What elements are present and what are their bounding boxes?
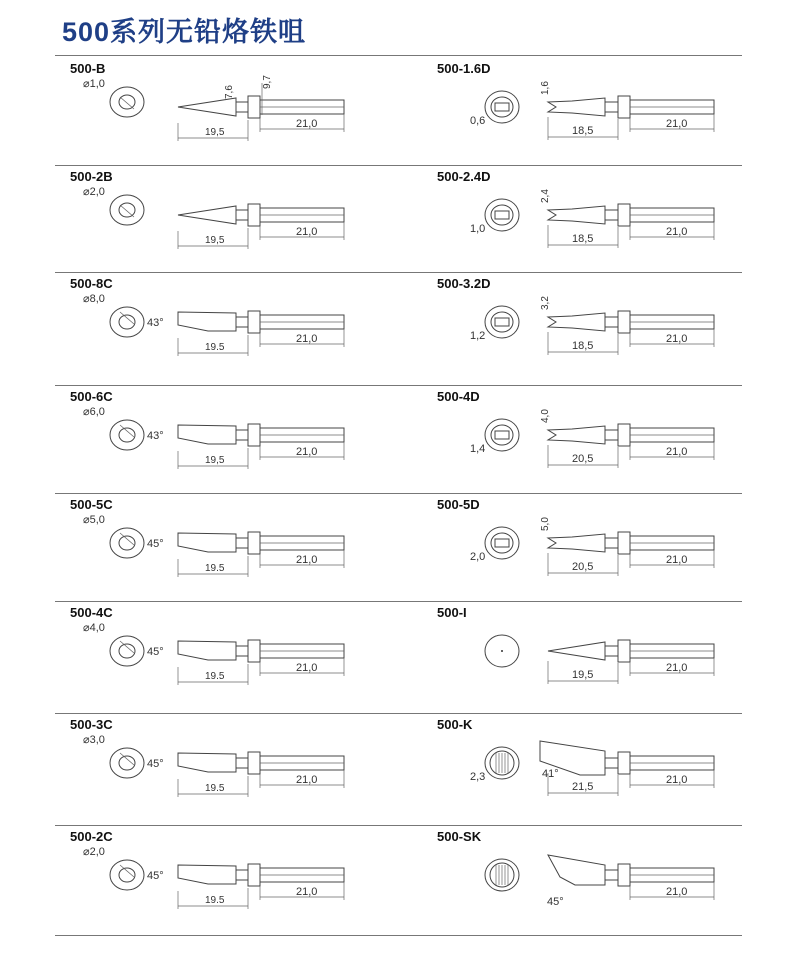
diameter-label: ⌀4,0 xyxy=(83,622,105,634)
end-view-inner xyxy=(491,312,513,332)
end-view-circle xyxy=(485,199,519,231)
end-view-slot xyxy=(495,103,509,111)
width-label: 1,0 xyxy=(470,223,486,235)
diameter-label: ⌀1,0 xyxy=(83,78,105,90)
tip-step xyxy=(605,870,618,880)
width-label: 2,3 xyxy=(470,771,486,783)
tip-collar xyxy=(618,532,630,554)
tip-chisel xyxy=(548,98,605,116)
tip-model-name: 500-3.2D xyxy=(437,276,491,291)
tip-step xyxy=(605,538,618,548)
tip-model-name: 500-3C xyxy=(70,717,113,732)
end-view-slot xyxy=(495,318,509,326)
tip-drawing xyxy=(0,272,790,382)
tip-collar xyxy=(618,424,630,446)
tip-model-name: 500-B xyxy=(70,61,106,76)
shank-length-label: 21,0 xyxy=(666,226,688,238)
end-view-slot xyxy=(495,211,509,219)
length-label: 19,5 xyxy=(572,669,594,681)
shank-length-label: 21,0 xyxy=(666,774,688,786)
length-label: 19.5 xyxy=(205,895,225,906)
tip-chisel xyxy=(548,534,605,552)
length-label: 18,5 xyxy=(572,125,594,137)
height-label: 1,6 xyxy=(540,81,551,95)
length-label: 19.5 xyxy=(205,783,225,794)
end-view-point xyxy=(501,650,503,652)
tip-step xyxy=(605,102,618,112)
tip-step xyxy=(605,317,618,327)
end-view-slot xyxy=(495,539,509,547)
tip-model-name: 500-2B xyxy=(70,169,113,184)
tip-chisel xyxy=(548,426,605,444)
tip-model-name: 500-I xyxy=(437,605,467,620)
shank-length-label: 21,0 xyxy=(666,446,688,458)
tip-model-name: 500-2.4D xyxy=(437,169,491,184)
shank-length-label: 21,0 xyxy=(666,554,688,566)
end-view-inner xyxy=(491,425,513,445)
shank-length-label: 21,0 xyxy=(296,446,318,458)
angle-label: 45° xyxy=(547,896,564,908)
shank-length-label: 21,0 xyxy=(296,118,318,130)
tip-step xyxy=(605,430,618,440)
tip-model-name: 500-4C xyxy=(70,605,113,620)
angle-label: 43° xyxy=(147,430,164,442)
page-title: 500系列无铅烙铁咀 xyxy=(62,17,307,47)
height-label: 9,7 xyxy=(262,75,273,89)
tip-needle xyxy=(548,642,605,660)
tip-step xyxy=(605,210,618,220)
end-view-circle xyxy=(485,527,519,559)
tip-drawing xyxy=(0,385,790,495)
diameter-label: ⌀6,0 xyxy=(83,406,105,418)
angle-label: 45° xyxy=(147,646,164,658)
height-label: 7,6 xyxy=(224,85,235,99)
end-view-inner xyxy=(491,533,513,553)
end-view-inner xyxy=(491,97,513,117)
angle-label: 45° xyxy=(147,870,164,882)
tip-bent-knife xyxy=(548,855,605,885)
angle-label: 41° xyxy=(542,768,559,780)
tip-step xyxy=(605,758,618,768)
tip-model-name: 500-5C xyxy=(70,497,113,512)
tip-drawing xyxy=(0,165,790,275)
tip-collar xyxy=(618,752,630,774)
shank-length-label: 21,0 xyxy=(296,333,318,345)
tip-model-name: 500-K xyxy=(437,717,473,732)
width-label: 1,4 xyxy=(470,443,486,455)
tip-model-name: 500-SK xyxy=(437,829,482,844)
tip-collar xyxy=(618,96,630,118)
end-view-inner xyxy=(491,205,513,225)
end-view-circle xyxy=(485,419,519,451)
tip-model-name: 500-1.6D xyxy=(437,61,491,76)
shank-length-label: 21,0 xyxy=(296,554,318,566)
tip-model-name: 500-8C xyxy=(70,276,113,291)
tip-drawing xyxy=(0,57,790,167)
shank-length-label: 21,0 xyxy=(666,886,688,898)
angle-label: 45° xyxy=(147,758,164,770)
angle-label: 43° xyxy=(147,317,164,329)
tip-model-name: 500-2C xyxy=(70,829,113,844)
length-label: 19.5 xyxy=(205,671,225,682)
diameter-label: ⌀5,0 xyxy=(83,514,105,526)
length-label: 19.5 xyxy=(205,563,225,574)
diameter-label: ⌀2,0 xyxy=(83,846,105,858)
height-label: 4,0 xyxy=(540,409,551,423)
length-label: 19,5 xyxy=(205,127,225,138)
row-divider xyxy=(55,935,742,936)
length-label: 19,5 xyxy=(205,235,225,246)
tip-drawing xyxy=(0,713,790,823)
width-label: 0,6 xyxy=(470,115,486,127)
tip-collar xyxy=(618,311,630,333)
shank-length-label: 21,0 xyxy=(296,886,318,898)
length-label: 19.5 xyxy=(205,342,225,353)
tip-drawing xyxy=(0,601,790,711)
length-label: 21,5 xyxy=(572,781,594,793)
end-view-slot xyxy=(495,431,509,439)
tip-chisel xyxy=(548,206,605,224)
length-label: 20,5 xyxy=(572,561,594,573)
height-label: 5,0 xyxy=(540,517,551,531)
height-label: 3,2 xyxy=(540,296,551,310)
tip-model-name: 500-6C xyxy=(70,389,113,404)
diameter-label: ⌀3,0 xyxy=(83,734,105,746)
height-label: 2,4 xyxy=(540,189,551,203)
shank-length-label: 21,0 xyxy=(296,226,318,238)
shank-length-label: 21,0 xyxy=(666,662,688,674)
length-label: 18,5 xyxy=(572,340,594,352)
tip-drawing xyxy=(0,493,790,603)
length-label: 20,5 xyxy=(572,453,594,465)
tip-collar xyxy=(618,864,630,886)
end-view-circle xyxy=(485,306,519,338)
tip-collar xyxy=(618,640,630,662)
tip-collar xyxy=(618,204,630,226)
end-view-circle xyxy=(485,91,519,123)
width-label: 2,0 xyxy=(470,551,486,563)
angle-label: 45° xyxy=(147,538,164,550)
length-label: 18,5 xyxy=(572,233,594,245)
tip-model-name: 500-5D xyxy=(437,497,480,512)
shank-length-label: 21,0 xyxy=(666,118,688,130)
tip-drawing xyxy=(0,825,790,935)
shank-length-label: 21,0 xyxy=(666,333,688,345)
shank-length-label: 21,0 xyxy=(296,662,318,674)
shank-length-label: 21,0 xyxy=(296,774,318,786)
tip-model-name: 500-4D xyxy=(437,389,480,404)
tip-chisel xyxy=(548,313,605,331)
diameter-label: ⌀2,0 xyxy=(83,186,105,198)
diameter-label: ⌀8,0 xyxy=(83,293,105,305)
title-divider xyxy=(55,55,742,56)
tip-step xyxy=(605,646,618,656)
width-label: 1,2 xyxy=(470,330,486,342)
length-label: 19,5 xyxy=(205,455,225,466)
